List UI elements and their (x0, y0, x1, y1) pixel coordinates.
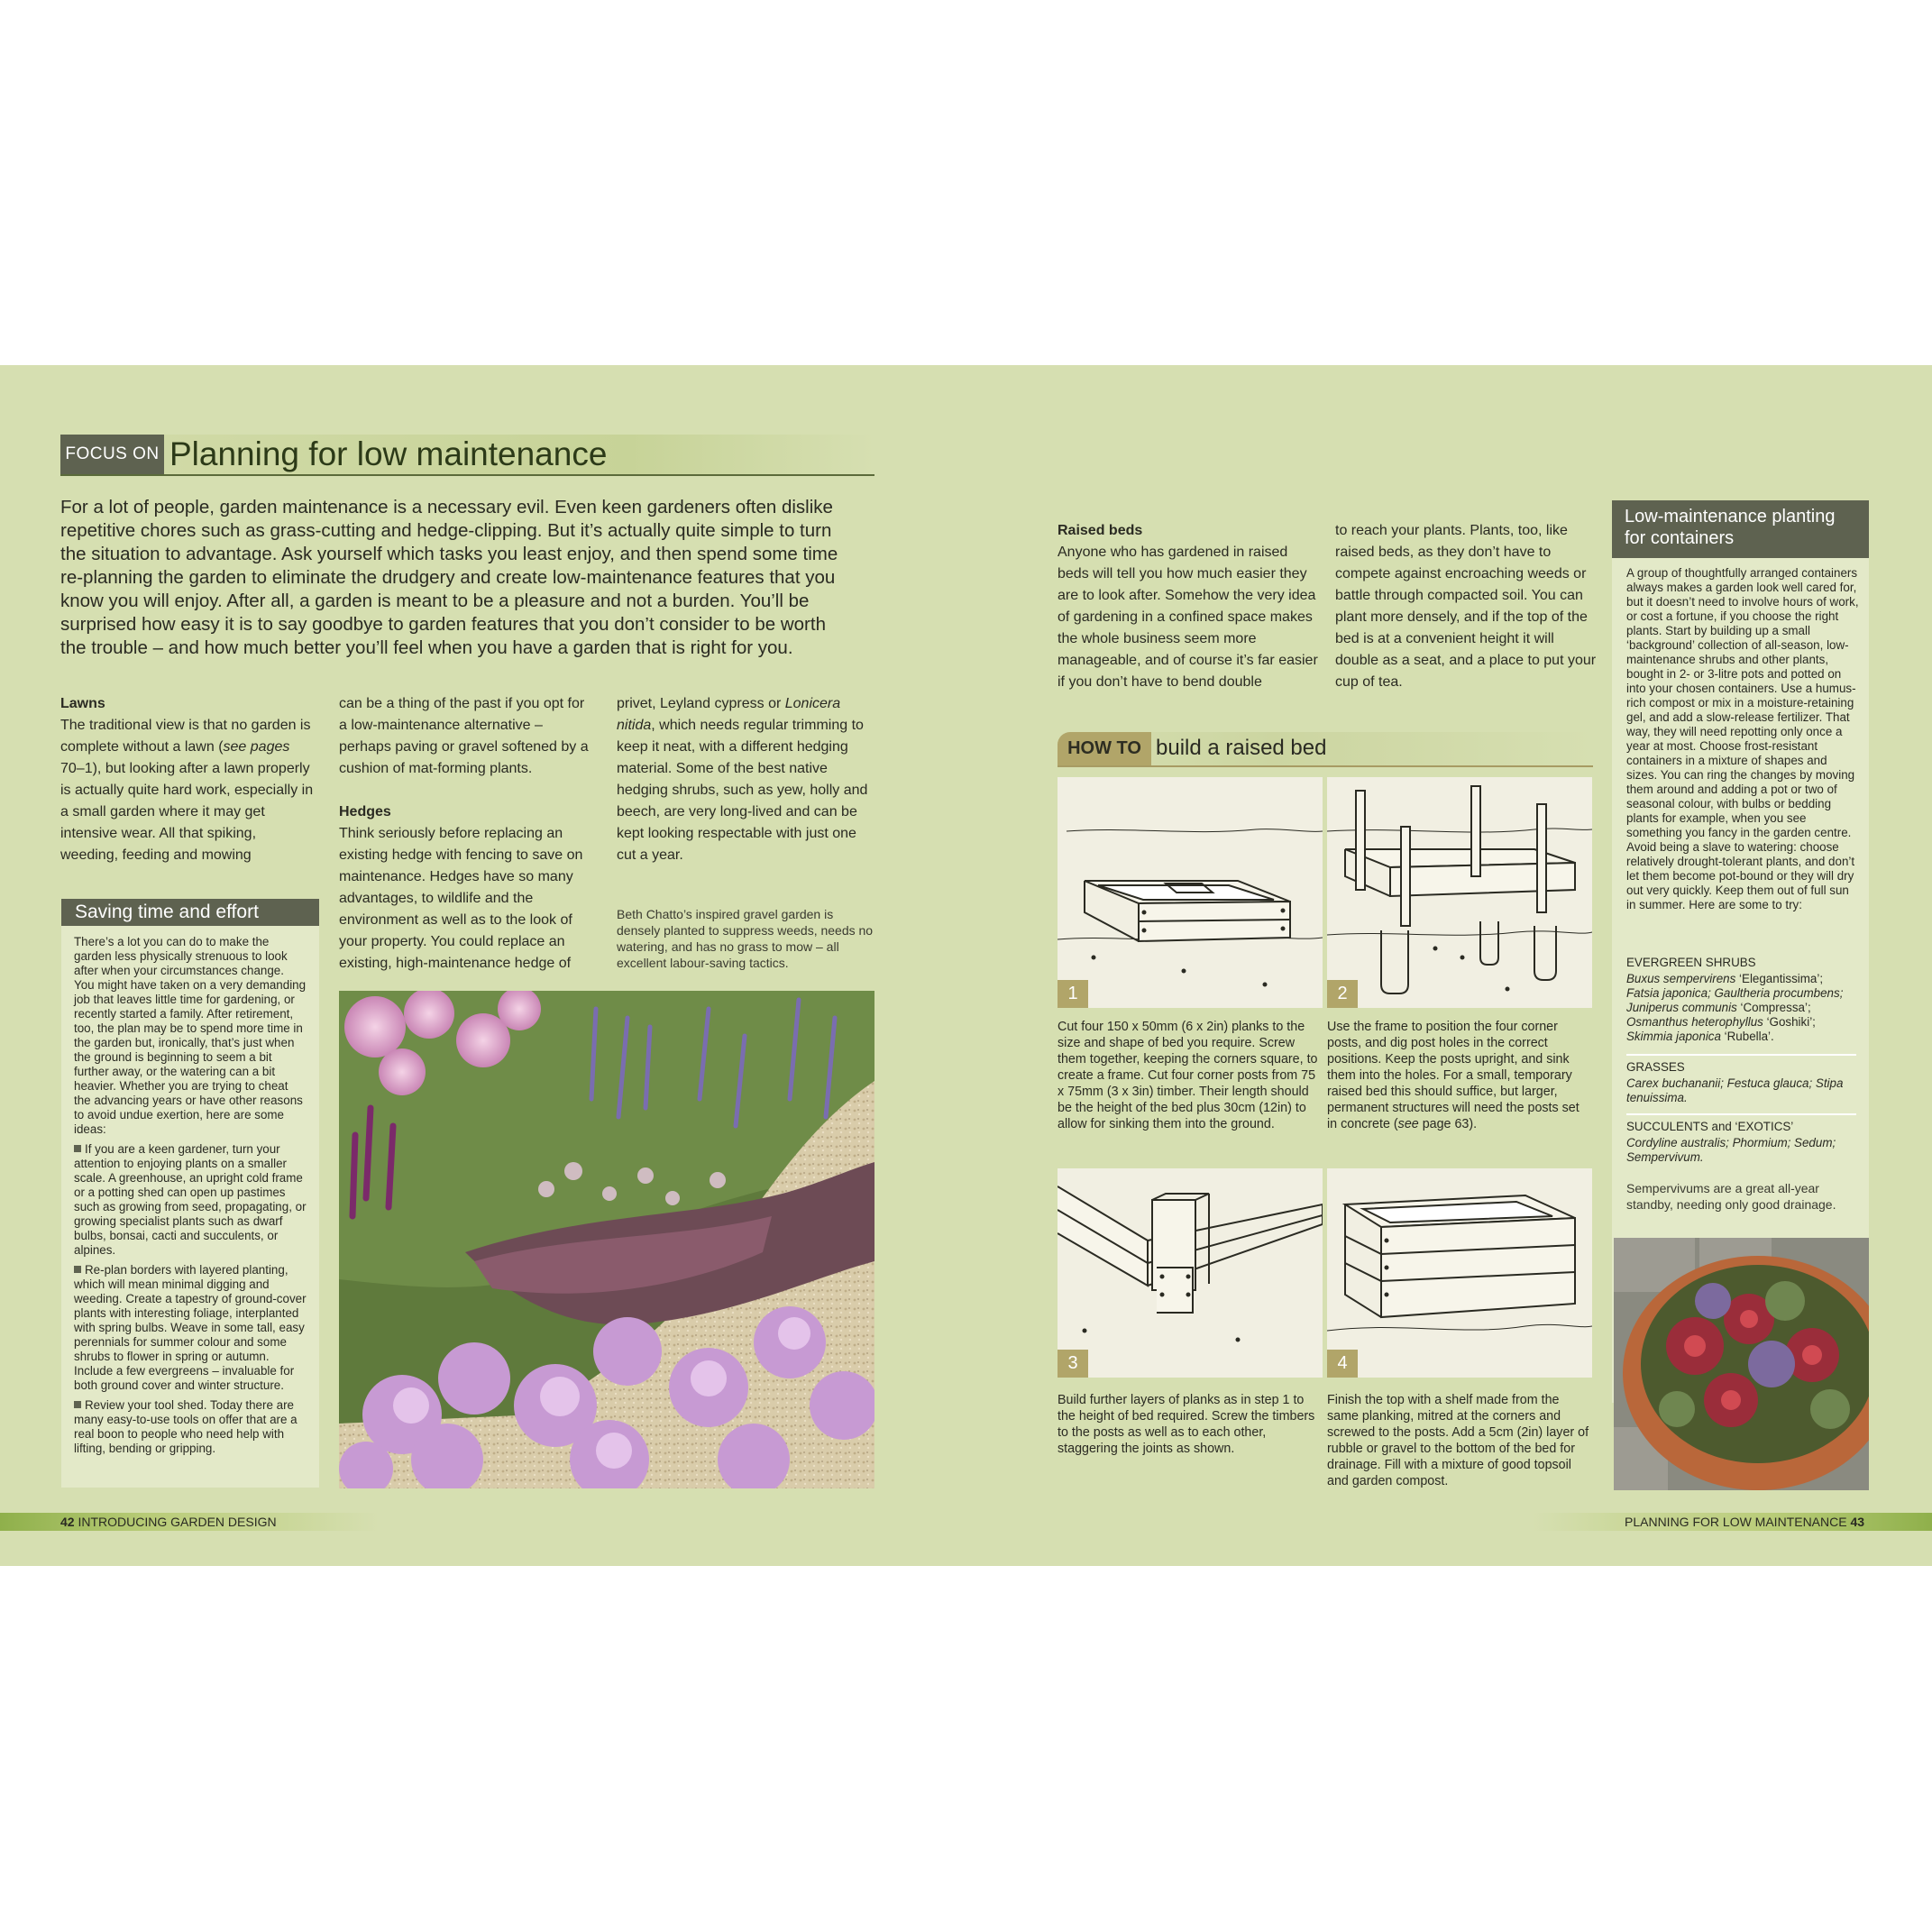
saving-bullet: Re-plan borders with layered planting, which will mean minimal digging and weeding. Create a tapestry of ground-cover plants with interesting foliage, interplanted with spring bulbs. Weave in some tall, easy perennials for summer colour and some shrubs to flower in spring or autumn. Include a few evergreens – invaluable for both ground cover and winter structure. (74, 1263, 307, 1392)
grasses-list: Carex buchananii; Festuca glauca; Stipa tenuissima. (1626, 1076, 1844, 1104)
right-folio: PLANNING FOR LOW MAINTENANCE 43 (1625, 1515, 1865, 1529)
book-spread (0, 365, 1932, 1566)
col2-top-text: can be a thing of the past if you opt for a low-maintenance alternative – perhaps paving or gravel softened by a cushion of mat-forming plants. (339, 696, 589, 776)
sempervivum-caption: Sempervivums are a great all-year standby, needing only good drainage. (1626, 1181, 1836, 1212)
step-number: 2 (1327, 980, 1358, 1008)
plant-item: Skimmia japonica ‘Rubella’. (1626, 1030, 1774, 1043)
step-number: 3 (1058, 1350, 1088, 1378)
photo-caption: Beth Chatto’s inspired gravel garden is densely planted to suppress weeds, needs no watering, and has no grass to mow – all excellent labour-saving tactics. (617, 907, 874, 970)
step-4-caption: Finish the top with a shelf made from the same planking, mitred at the corners and screwed to the posts. Add a 5cm (2in) layer of rubble or gravel to the bottom of the bed for drainage. Fill with a mixture of good topsoil and garden compost. (1327, 1393, 1589, 1488)
saving-bullet: Review your tool shed. Today there are many easy-to-use tools on offer that are a real boon to people who need help with lifting, bending or gripping. (74, 1398, 298, 1455)
plant-item: Fatsia japonica; Gaultheria procumbens; (1626, 986, 1844, 1000)
hedges-heading: Hedges (339, 804, 391, 819)
lawns-text: The traditional view is that no garden is complete without a lawn (see pages 70–1), but looking after a lawn properly is actually quite hard work, especially in a small garden where it may get intensive wear. All that spiking, weeding, feeding and mowing (60, 718, 314, 863)
evergreen-list (1626, 972, 1859, 1044)
lawns-heading: Lawns (60, 696, 105, 711)
raised-beds-column1 (1058, 520, 1319, 693)
column-three (617, 693, 869, 866)
step-2-illustration (1327, 777, 1592, 1008)
intro-paragraph: For a lot of people, garden maintenance is a necessary evil. Even keen gardeners often dislike repetitive chores such as grass-cutting and hedge-clipping. But it’s actually quite simple to turn the situation to advantage. Ask yourself which tasks you least enjoy, and then spend some time re-planning the garden to eliminate the drudgery and create low-maintenance features that you know you will enjoy. After all, a garden is meant to be a pleasure and not a burden. You’ll be surprised how easy it is to say goodbye to garden features that you don’t consider to be worth the trouble – and how much better you’ll feel when you have a garden that is right for you. (60, 497, 838, 658)
step-1-illustration (1058, 777, 1323, 1008)
step-4-illustration (1327, 1168, 1592, 1378)
left-folio: 42 INTRODUCING GARDEN DESIGN (60, 1515, 277, 1529)
focus-on-tag: FOCUS ON (60, 435, 164, 474)
containers-heading: Low-maintenance planting for containers (1612, 500, 1869, 558)
step-3-illustration (1058, 1168, 1323, 1378)
col3-text: privet, Leyland cypress or Lonicera nitida, which needs regular trimming to keep it neat, with a different hedging material. Some of the best native hedging shrubs, such as yew, holly and beech, are very long-lived and can be kept looking respectable with just one cut a year. (617, 696, 868, 863)
succulents-list: Cordyline australis; Phormium; Sedum; Sempervivum. (1626, 1136, 1836, 1164)
page-title: Planning for low maintenance (169, 435, 608, 472)
containers-intro: A group of thoughtfully arranged containers always makes a garden look well cared for, but it doesn’t need to involve hours of work, or cost a fortune, if you choose the right plants. Start by building up a small ‘background’ collection of all-season, low-maintenance shrubs and other plants, bought in 2- or 3-litre pots and potted on into your chosen containers. Use a humus-rich compost or mix in a moisture-retaining gel, and add a slow-release fertilizer. That way, they will need repotting only once a year at most. Choose frost-resistant containers in a mixture of shapes and sizes. You can ring the changes by moving them around and adding a pot or two of seasonal colour, with bulbs or bedding plants for example, when you see something you fancy in the garden centre. Avoid being a slave to watering: choose relatively drought-tolerant plants, and don’t let them become pot-bound or they will dry out very quickly. Keep them out of full sun in summer. Here are some to try: (1626, 566, 1859, 911)
plant-item: Juniperus communis ‘Compressa’; (1626, 1001, 1811, 1014)
step-number: 1 (1058, 980, 1088, 1008)
plant-item: Osmanthus heterophyllus ‘Goshiki’; (1626, 1015, 1816, 1029)
divider (1626, 1054, 1856, 1056)
hedges-column (339, 693, 591, 975)
step-number: 4 (1327, 1350, 1358, 1378)
succulents-heading: SUCCULENTS and ‘EXOTICS’ (1626, 1120, 1794, 1133)
lawns-column (60, 693, 316, 866)
plant-item: Buxus sempervirens ‘Elegantissima’; (1626, 972, 1824, 985)
raised-beds-heading: Raised beds (1058, 523, 1143, 538)
step-2-caption: Use the frame to position the four corner posts, and dig post holes in the correct positions. Keep the posts upright, and sink them into the holes. For a small, temporary raised bed this should suffice, but larger, permanent structures will need the posts set in concrete (see page 63). (1327, 1020, 1579, 1131)
gravel-garden-photo (339, 991, 874, 1488)
saving-bullet: If you are a keen gardener, turn your attention to enjoying plants on a smaller scale. A greenhouse, an upright cold frame or a potting shed can open up pastimes such as growing from seed, propagating, or growing specialist plants such as dwarf bulbs, bonsai, cacti and succulents, or alpines. (74, 1142, 307, 1257)
hedges-text: Think seriously before replacing an existing hedge with fencing to save on maintenance. Hedges have so many advantages, to wildlife and the environment as well as to the look of your property. You could replace an existing, high-maintenance hedge of (339, 826, 583, 971)
how-to-tag: HOW TO (1058, 732, 1151, 765)
sempervivum-photo (1614, 1238, 1869, 1490)
raised-beds-column2 (1335, 520, 1597, 693)
saving-heading: Saving time and effort (61, 899, 319, 926)
evergreen-heading: EVERGREEN SHRUBS (1626, 956, 1756, 969)
how-to-title: build a raised bed (1156, 736, 1327, 760)
step-3-caption: Build further layers of planks as in step 1 to the height of bed required. Screw the timbers to the posts as well as to each other, staggering the joints as shown. (1058, 1393, 1315, 1456)
raised-beds-text-cont: to reach your plants. Plants, too, like raised beds, as they don’t have to compete against encroaching weeds or battle through compacted soil. You can plant more densely, and if the top of the bed is at a convenient height it will double as a seat, and a place to put your cup of tea. (1335, 523, 1597, 690)
saving-box (61, 926, 319, 1488)
raised-beds-text: Anyone who has gardened in raised beds will tell you how much easier they are to look after. Somehow the very idea of gardening in a confined space makes the whole business seem more manageable, and of course it’s far easier if you don’t have to bend double (1058, 545, 1318, 690)
divider (1626, 1113, 1856, 1115)
grasses-heading: GRASSES (1626, 1060, 1685, 1074)
step-1-caption: Cut four 150 x 50mm (6 x 2in) planks to the size and shape of bed you require. Screw them together, keeping the corners square, to create a frame. Cut four corner posts from 75 x 75mm (3 x 3in) timber. Their length should be the height of the bed plus 30cm (12in) to allow for sinking them into the ground. (1058, 1020, 1318, 1131)
saving-intro: There’s a lot you can do to make the garden less physically strenuous to look after when your circumstances change. You might have taken on a very demanding job that leaves little time for gardening, or recently started a family. After retirement, too, the plan may be to spend more time in the garden but, ironically, that’s just when the ground is beginning to seem a bit further away, or the watering can a bit heavier. Whether you are trying to cheat the advancing years or have other reasons to avoid undue exertion, here are some ideas: (74, 935, 307, 1136)
